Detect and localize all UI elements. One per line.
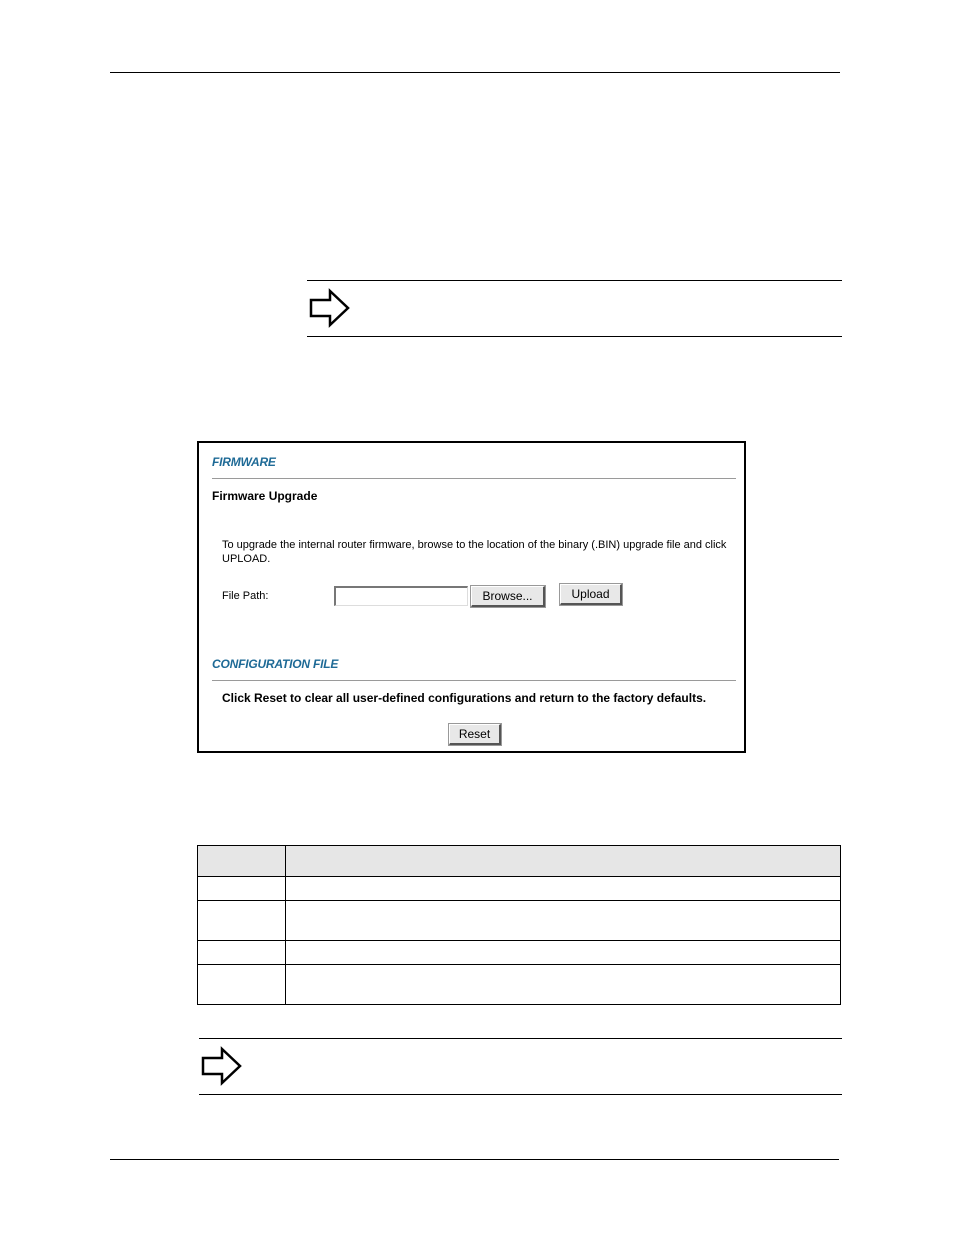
table-header-cell [286, 846, 841, 877]
file-path-input[interactable] [334, 586, 468, 606]
table-row [198, 901, 841, 941]
reset-description: Click Reset to clear all user-defined configurations and return to the factory defaults. [222, 691, 707, 705]
footer-rule [110, 1159, 839, 1160]
header-rule [110, 72, 840, 73]
note-bottom-rule [307, 336, 842, 337]
table-cell [198, 941, 286, 965]
note-top-rule [307, 280, 842, 281]
table-cell [286, 965, 841, 1005]
table-cell [198, 965, 286, 1005]
upload-button[interactable]: Upload [560, 584, 622, 605]
field-description-table [197, 845, 841, 1005]
file-path-label: File Path: [222, 590, 269, 602]
table-row [198, 877, 841, 901]
configuration-section-rule [212, 680, 736, 681]
table-cell [286, 877, 841, 901]
firmware-section-title: FIRMWARE [212, 455, 276, 469]
table-row [198, 941, 841, 965]
upgrade-instructions: To upgrade the internal router firmware, browse to the location of the binary (.BIN) upgrade file and click UPLOAD. [222, 539, 727, 565]
table-cell [286, 901, 841, 941]
table-cell [198, 901, 286, 941]
table-header-cell [198, 846, 286, 877]
table-header-row [198, 846, 841, 877]
note2-top-rule [199, 1038, 842, 1039]
firmware-panel [197, 441, 746, 753]
firmware-upgrade-subtitle: Firmware Upgrade [212, 489, 318, 503]
browse-button[interactable]: Browse... [471, 586, 545, 607]
table-row [198, 965, 841, 1005]
reset-button[interactable]: Reset [449, 724, 501, 745]
firmware-section-rule [212, 478, 736, 479]
configuration-section-title: CONFIGURATION FILE [212, 657, 339, 671]
table-cell [198, 877, 286, 901]
note2-bottom-rule [199, 1094, 842, 1095]
arrow-right-outline-icon [308, 288, 350, 328]
table-cell [286, 941, 841, 965]
arrow-right-outline-icon [200, 1046, 242, 1086]
